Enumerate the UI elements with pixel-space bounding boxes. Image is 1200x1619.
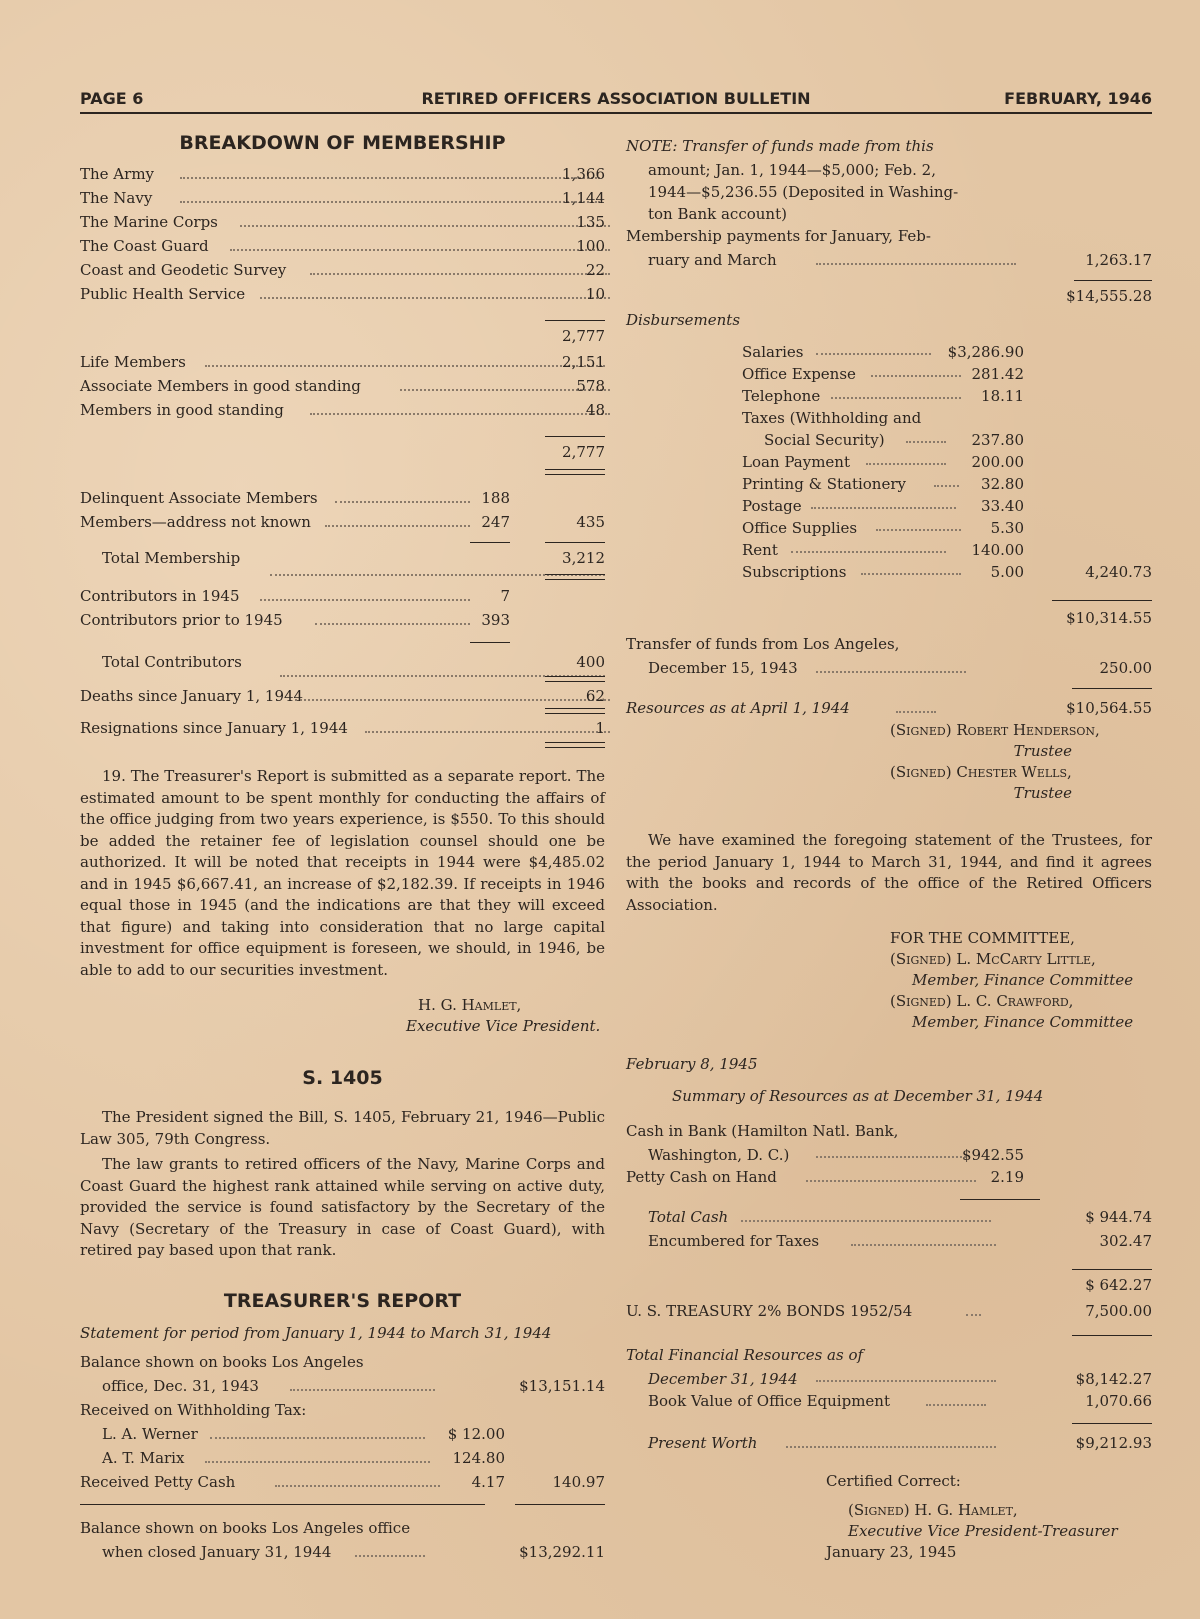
encumbered-row: Encumbered for Taxes 302.47 [648, 1232, 1152, 1250]
hamlet-signature: H. G. Hamlet, Executive Vice President. [406, 996, 601, 1035]
deaths-row: Deaths since January 1, 1944 62 [80, 684, 605, 708]
membership-heading: BREAKDOWN OF MEMBERSHIP [179, 132, 506, 154]
treasurer-report-heading: TREASURER'S REPORT [223, 1289, 462, 1312]
classes-total-row [80, 422, 605, 486]
disbursement-row: Postage 33.40 [742, 497, 1024, 515]
cash-row: Cash in Bank (Hamilton Natl. Bank, [626, 1122, 899, 1140]
disbursement-row: Taxes (Withholding and [742, 409, 922, 427]
transfer-row: Transfer of funds from Los Angeles, [626, 635, 900, 653]
cash-row: Washington, D. C.) $942.55 [648, 1146, 1024, 1164]
membership-row: Public Health Service 10 [80, 282, 605, 306]
note-line: ton Bank account) [648, 205, 787, 223]
publication-title: RETIRED OFFICERS ASSOCIATION BULLETIN [421, 89, 811, 108]
note-line: NOTE: Transfer of funds made from this [626, 137, 934, 155]
membership-row: Life Members 2,151 [80, 353, 605, 371]
membership-row: Associate Members in good standing 578 [80, 374, 605, 398]
membership-row: The Navy 1,144 [80, 189, 605, 207]
s1405-paragraph-2: The law grants to retired officers of the Navy, Marine Corps and Coast Guard the highest rank attained while serving on active duty, provided the service is found satisfactory by the Secretary of the Navy (Secretary of the Treasury in case of Coast Guard), with retired pay based upon that rank. [80, 1155, 605, 1259]
disbursement-row: Telephone 18.11 [742, 387, 1024, 405]
membership-row: The Coast Guard 100 [80, 234, 605, 258]
membership-payments-row: Membership payments for January, Feb- [626, 227, 931, 245]
summary-heading: Summary of Resources as at December 31, 1944 [672, 1087, 1044, 1105]
disbursement-row: Rent 140.00 [742, 541, 1024, 559]
examination-paragraph: We have examined the foregoing statement of the Trustees, for the period January 1, 1944 to March 31, 1944, and find it agrees with the books and records of the office of the Retired Officers Association. [626, 831, 1152, 914]
disbursement-row: Loan Payment 200.00 [742, 453, 1024, 471]
disbursement-row: Social Security) 237.80 [764, 431, 1024, 449]
disbursements-heading: Disbursements [626, 311, 741, 329]
services-total-row [80, 306, 605, 350]
subtotal-row: $10,314.55 [626, 582, 1152, 632]
balance-row: Balance shown on books Los Angeles [80, 1352, 364, 1371]
committee-signatures: FOR THE COMMITTEE, (Signed) L. McCarty Little, Member, Finance Committee (Signed) L. C. Crawford, Member, Finance Committee [890, 929, 1134, 1031]
left-column [80, 130, 605, 1564]
closed-balance-row: Balance shown on books Los Angeles office [80, 1518, 411, 1537]
membership-row: The Army 1,366 [80, 165, 605, 183]
present-worth-row: Present Worth $9,212.93 [648, 1434, 1152, 1452]
net-cash-row: $ 642.27 [626, 1253, 1152, 1299]
page-header [80, 86, 1152, 114]
membership-payments-row: ruary and March 1,263.17 [648, 251, 1152, 269]
total-cash-row: Total Cash $ 944.74 [648, 1208, 1152, 1226]
february-date: February 8, 1945 [626, 1055, 758, 1073]
balance-row: office, Dec. 31, 1943 $13,151.14 [102, 1376, 605, 1395]
total-contributors-row: Total Contributors 400 [80, 632, 605, 676]
treasurer-paragraph: 19. The Treasurer's Report is submitted as a separate report. The estimated amount to be spent monthly for conducting the affairs of the office judging from two years experience, is $550. To this should be added the retainer fee of legislation counsel should one be authorized. It will be noted that receipts in 1944 were $4,485.02 and in 1945 $6,667.41, an increase of $2,182.39. If receipts in 1946 equal those in 1945 (and the indications are that they will exceed that figure) and taking into consideration that no large capital investment for office equipment is foreseen, we should, in 1946, be able to add to our securities investment. [80, 767, 605, 979]
disbursement-row: Subscriptions 5.00 4,240.73 [626, 560, 1152, 582]
s1405-heading: S. 1405 [302, 1067, 383, 1089]
unknown-address-row: Members—address not known 247 435 [80, 513, 605, 531]
financial-resources-row: December 31, 1944 $8,142.27 [648, 1370, 1152, 1388]
disbursement-row: Salaries $3,286.90 [742, 343, 1024, 361]
note-line: 1944—$5,236.55 (Deposited in Washing- [648, 183, 959, 201]
right-column [626, 134, 1152, 1563]
disbursement-row: Office Supplies 5.30 [742, 519, 1024, 537]
disbursement-row: Office Expense 281.42 [742, 365, 1024, 383]
marix-row: A. T. Marix 124.80 [102, 1448, 505, 1467]
subtotal-row: $14,555.28 [626, 272, 1152, 308]
equipment-row: Book Value of Office Equipment 1,070.66 [648, 1392, 1152, 1410]
contributors-1945-row: Contributors in 1945 7 [80, 587, 510, 605]
resignations-row: Resignations since January 1, 1944 1 [80, 716, 605, 740]
petty-on-hand-row: Petty Cash on Hand 2.19 [626, 1168, 1024, 1186]
membership-row: The Marine Corps 135 [80, 210, 605, 234]
delinquent-row: Delinquent Associate Members 188 [80, 489, 510, 507]
disbursements-total: 4,240.73 [1085, 563, 1152, 581]
statement-period: Statement for period from January 1, 1944 to March 31, 1944 [80, 1323, 552, 1342]
total-membership-row: Total Membership 3,212 [80, 534, 605, 572]
membership-services [80, 162, 605, 306]
page-number: PAGE 6 [80, 89, 144, 108]
werner-row: L. A. Werner $ 12.00 [102, 1424, 505, 1443]
trustee-signatures: (Signed) Robert Henderson, Trustee (Signed) Chester Wells, Trustee [890, 721, 1100, 802]
closed-balance-row: when closed January 31, 1944 $13,292.11 [102, 1542, 605, 1561]
withholding-row: Received on Withholding Tax: [80, 1400, 307, 1419]
disbursements-list [626, 340, 1152, 582]
petty-cash-row: Received Petty Cash 4.17 140.97 [80, 1472, 605, 1491]
contributors-prior-row: Contributors prior to 1945 393 [80, 611, 510, 629]
issue-date: FEBRUARY, 1946 [1004, 89, 1152, 108]
membership-row: Coast and Geodetic Survey 22 [80, 258, 605, 282]
classes-total: 2,777 [562, 443, 605, 461]
note-line: amount; Jan. 1, 1944—$5,000; Feb. 2, [648, 161, 936, 179]
disbursement-row: Printing & Stationery 32.80 [742, 475, 1024, 493]
financial-resources-row: Total Financial Resources as of [626, 1346, 864, 1364]
resources-row: Resources as at April 1, 1944 $10,564.55 [626, 699, 1152, 717]
services-total: 2,777 [562, 327, 605, 345]
bonds-row: U. S. TREASURY 2% BONDS 1952/54 7,500.00 [626, 1302, 1152, 1320]
total-membership: 3,212 [562, 549, 605, 567]
certification: Certified Correct: (Signed) H. G. Hamlet, Executive Vice President-Treasurer January 23, 1945 [826, 1472, 1118, 1561]
s1405-paragraph-1: The President signed the Bill, S. 1405, February 21, 1946—Public Law 305, 79th Congress. [80, 1108, 605, 1148]
membership-row: Members in good standing 48 [80, 398, 605, 422]
transfer-row: December 15, 1943 250.00 [648, 659, 1152, 677]
